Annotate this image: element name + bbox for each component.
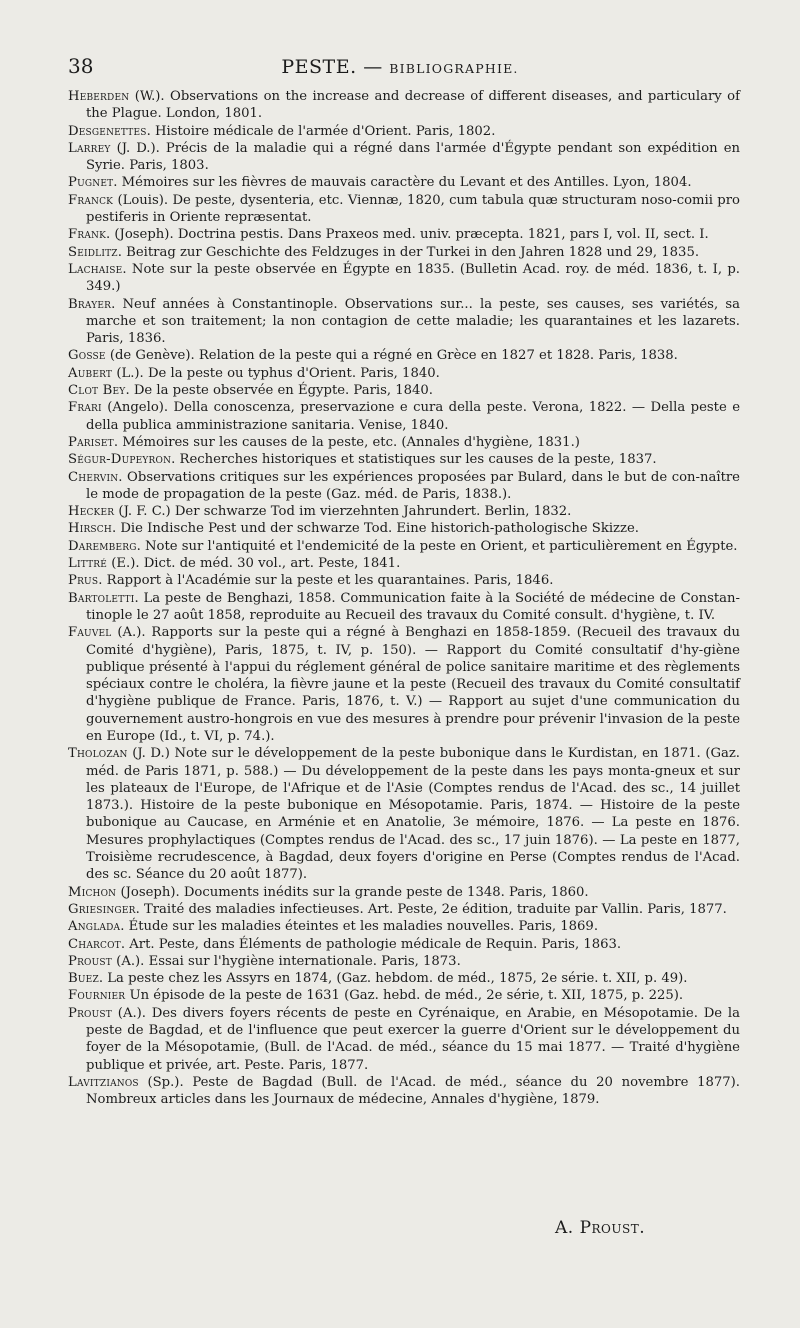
bibliography-entry	[68, 261, 740, 296]
entry-author: Chervin	[68, 469, 119, 485]
entry-text: . Beitrag zur Geschichte des Feldzuges in der Turkei in den Jahren 1828 und 29, 1835.	[117, 244, 700, 260]
entry-text: (Louis). De peste, dysenteria, etc. Viennæ, 1820, cum tabula quæ structuram noso-comii pro pestiferis in Oriente repræsentat.	[86, 192, 740, 226]
bibliography-entry	[68, 987, 740, 1004]
entry-author: Fournier	[68, 988, 126, 1004]
entry-text: . Mémoires sur les causes de la peste, etc. (Annales d'hygiène, 1831.)	[113, 434, 580, 450]
bibliography-entry	[68, 520, 740, 537]
bibliography-entry	[68, 503, 740, 520]
bibliography-entry	[68, 382, 740, 399]
bibliography-entry	[68, 451, 740, 468]
entry-author: Daremberg	[68, 538, 137, 554]
entry-author: Gosse	[68, 348, 106, 364]
bibliography-entry	[68, 1005, 740, 1074]
entry-author: Heberden	[68, 89, 130, 104]
entry-text: . Rapport à l'Académie sur la peste et les quarantaines. Paris, 1846.	[98, 573, 554, 589]
bibliography-list	[68, 88, 740, 1109]
running-subtitle: BIBLIOGRAPHIE.	[389, 61, 519, 76]
bibliography-entry	[68, 365, 740, 382]
bibliography-entry	[68, 918, 740, 935]
entry-text: (J. F. C.) Der schwarze Tod im vierzehnten Jahrundert. Berlin, 1832.	[114, 504, 572, 520]
entry-author: Griesinger	[68, 901, 136, 917]
entry-text: (A.). Essai sur l'hygiène internationale. Paris, 1873.	[111, 953, 461, 969]
entry-text: . Note sur l'antiquité et l'endemicité de la peste en Orient, et particulièrement en Égypte.	[136, 538, 738, 554]
page-number: 38	[68, 54, 94, 78]
bibliography-entry	[68, 192, 740, 227]
entry-author: Bartoletti	[68, 590, 135, 606]
entry-text: (A.). Rapports sur la peste qui a régné à Benghazi en 1858-1859. (Recueil des travaux du Comité d'hygiène), Paris, 1875, t. IV, p. 150). — Rapport du Comité consultatif d'hy-giène publique présenté à l'appui du réglement général de police sanitaire maritime et des règlements spéciaux contre le choléra, la fièvre jaune et la peste (Recueil des travaux du Comité consultatif d'hygiène publique de France. Paris, 1876, t. V.) — Rapport au sujet d'une communication du gouvernement austro-hongrois en vue des mesures à prendre pour prévenir l'invasion de la peste en Europe (Id., t. VI, p. 74.).	[86, 625, 740, 744]
title-separator: —	[363, 56, 383, 78]
entry-author: Proust	[68, 1005, 112, 1021]
entry-text: . Observations critiques sur les expériences proposées par Bulard, dans le but de con-naître le mode de propagation de la peste (Gaz. méd. de Paris, 1838.).	[86, 469, 740, 502]
entry-author: Pariset	[68, 434, 114, 450]
entry-author: Lavitzianos	[68, 1074, 139, 1090]
entry-author: Clot Bey	[68, 383, 126, 399]
entry-author: Larrey	[68, 140, 111, 156]
entry-text: (Joseph). Documents inédits sur la grande peste de 1348. Paris, 1860.	[116, 884, 589, 900]
entry-author: Littré	[68, 556, 108, 572]
bibliography-entry	[68, 123, 740, 140]
entry-author: Hirsch	[68, 521, 112, 537]
bibliography-entry	[68, 434, 740, 451]
entry-text: (W.). Observations on the increase and decrease of different diseases, and particulary of the Plague. London, 1801.	[86, 89, 740, 122]
bibliography-entry	[68, 572, 740, 589]
entry-text: Un épisode de la peste de 1631 (Gaz. hebd. de méd., 2e série, t. XII, 1875, p. 225).	[125, 988, 684, 1004]
entry-text: . Histoire médicale de l'armée d'Orient. Paris, 1802.	[146, 123, 496, 139]
entry-author: Anglada	[68, 919, 121, 935]
entry-text: . La peste de Benghazi, 1858. Communication faite à la Société de médecine de Constan-tinople le 27 août 1858, reproduite au Recueil des travaux du Comité consult. d'hygiène, t. IV.	[86, 590, 740, 623]
entry-text: . (Joseph). Doctrina pestis. Dans Praxeos med. univ. præcepta. 1821, pars I, vol. II, sect. I.	[106, 227, 709, 243]
entry-text: (A.). Des divers foyers récents de peste en Cyrénaique, en Arabie, en Mésopotamie. De la peste de Bagdad, et de l'influence que peut exercer la guerre d'Orient sur le développement du foyer de la Mésopotamie, (Bull. de l'Acad. de méd., séance du 15 mai 1877. — Traité d'hygiène publique et privée, art. Peste. Paris, 1877.	[86, 1005, 740, 1073]
bibliography-entry	[68, 538, 740, 555]
entry-author: Tholozan	[68, 746, 128, 762]
author-signature: A. Proust.	[555, 1218, 646, 1238]
bibliography-entry	[68, 624, 740, 745]
bibliography-entry	[68, 970, 740, 987]
bibliography-entry	[68, 884, 740, 901]
entry-author: Lachaise	[68, 261, 123, 277]
entry-text: . Mémoires sur les fièvres de mauvais caractère du Levant et des Antilles. Lyon, 1804.	[113, 175, 692, 191]
bibliography-entry	[68, 555, 740, 572]
entry-text: . Étude sur les maladies éteintes et les maladies nouvelles. Paris, 1869.	[120, 919, 599, 935]
entry-author: Desgenettes	[68, 123, 147, 139]
entry-author: Ségur-Dupeyron	[68, 452, 172, 468]
entry-text: (Angelo). Della conoscenza, preservazione e cura della peste. Verona, 1822. — Della peste e della publica amministrazione sanitaria. Venise, 1840.	[86, 400, 740, 433]
entry-text: (de Genève). Relation de la peste qui a régné en Grèce en 1827 et 1828. Paris, 1838.	[105, 348, 678, 364]
entry-text: . Note sur la peste observée en Égypte en 1835. (Bulletin Acad. roy. de méd. 1836, t. I, p. 349.)	[86, 261, 740, 295]
entry-author: Frank	[68, 227, 107, 243]
bibliography-entry	[68, 399, 740, 434]
bibliography-entry	[68, 296, 740, 348]
entry-text: . Die Indische Pest und der schwarze Tod. Eine historich-pathologische Skizze.	[111, 521, 639, 537]
bibliography-entry	[68, 88, 740, 123]
bibliography-entry	[68, 745, 740, 883]
entry-author: Charcot	[68, 936, 121, 952]
entry-author: Aubert	[68, 365, 113, 381]
entry-author: Prus	[68, 573, 99, 589]
entry-text: (J. D.). Précis de la maladie qui a régné dans l'armée d'Égypte pendant son expédition en Syrie. Paris, 1803.	[86, 140, 740, 174]
entry-author: Buez	[68, 971, 99, 987]
bibliography-entry	[68, 347, 740, 364]
entry-text: . Art. Peste, dans Éléments de pathologie médicale de Requin. Paris, 1863.	[120, 936, 622, 952]
entry-author: Fauvel	[68, 625, 112, 641]
bibliography-entry	[68, 174, 740, 191]
entry-author: Proust	[68, 953, 112, 969]
bibliography-entry	[68, 953, 740, 970]
bibliography-entry	[68, 590, 740, 625]
running-header	[0, 56, 800, 78]
bibliography-entry	[68, 1074, 740, 1109]
bibliography-entry	[68, 140, 740, 175]
bibliography-entry	[68, 469, 740, 504]
entry-text: . Recherches historiques et statistiques sur les causes de la peste, 1837.	[171, 452, 657, 468]
entry-text: . De la peste observée en Égypte. Paris, 1840.	[125, 383, 434, 399]
entry-author: Frari	[68, 400, 102, 416]
entry-author: Pugnet	[68, 175, 114, 191]
entry-text: (J. D.) Note sur le développement de la peste bubonique dans le Kurdistan, en 1871. (Gaz. méd. de Paris 1871, p. 588.) — Du développement de la peste dans les pays monta-gneux et sur les plateaux de l'Europe, de l'Afrique et de l'Asie (Comptes rendus de l'Acad. des sc., 14 juillet 1873.). Histoire de la peste bubonique en Mésopotamie. Paris, 1874. — Histoire de la peste bubonique au Caucase, en Arménie et en Anatolie, 3e mémoire, 1876. — La peste en 1876. Mesures prophylactiques (Comptes rendus de l'Acad. des sc., 17 juin 1876). — La peste en 1877, Troisième recrudescence, à Bagdad, deux foyers d'origine en Perse (Comptes rendus de l'Acad. des sc. Séance du 20 août 1877).	[86, 746, 740, 883]
entry-author: Brayer	[68, 296, 112, 312]
entry-text: (L.). De la peste ou typhus d'Orient. Paris, 1840.	[112, 365, 440, 381]
entry-text: (Sp.). Peste de Bagdad (Bull. de l'Acad. de méd., séance du 20 novembre 1877). Nombreux articles dans les Journaux de médecine, Annales d'hygiène, 1879.	[86, 1074, 740, 1108]
bibliography-entry	[68, 244, 740, 261]
entry-author: Michon	[68, 884, 117, 900]
entry-author: Seidlitz	[68, 244, 118, 260]
entry-author: Hecker	[68, 504, 115, 520]
running-title: PESTE.	[281, 56, 357, 78]
entry-text: . La peste chez les Assyrs en 1874, (Gaz. hebdom. de méd., 1875, 2e série. t. XII, p. 49).	[98, 971, 688, 987]
entry-author: Franck	[68, 192, 114, 208]
entry-text: (E.). Dict. de méd. 30 vol., art. Peste, 1841.	[107, 556, 401, 572]
bibliography-entry	[68, 226, 740, 243]
bibliography-entry	[68, 901, 740, 918]
bibliography-entry	[68, 936, 740, 953]
entry-text: . Neuf années à Constantinople. Observations sur... la peste, ses causes, ses variétés, sa marche et son traitement; la non contagion de cette maladie; les quarantaines et les lazarets. Paris, 1836.	[86, 296, 740, 347]
entry-text: . Traité des maladies infectieuses. Art. Peste, 2e édition, traduite par Vallin. Paris, 1877.	[135, 901, 727, 917]
